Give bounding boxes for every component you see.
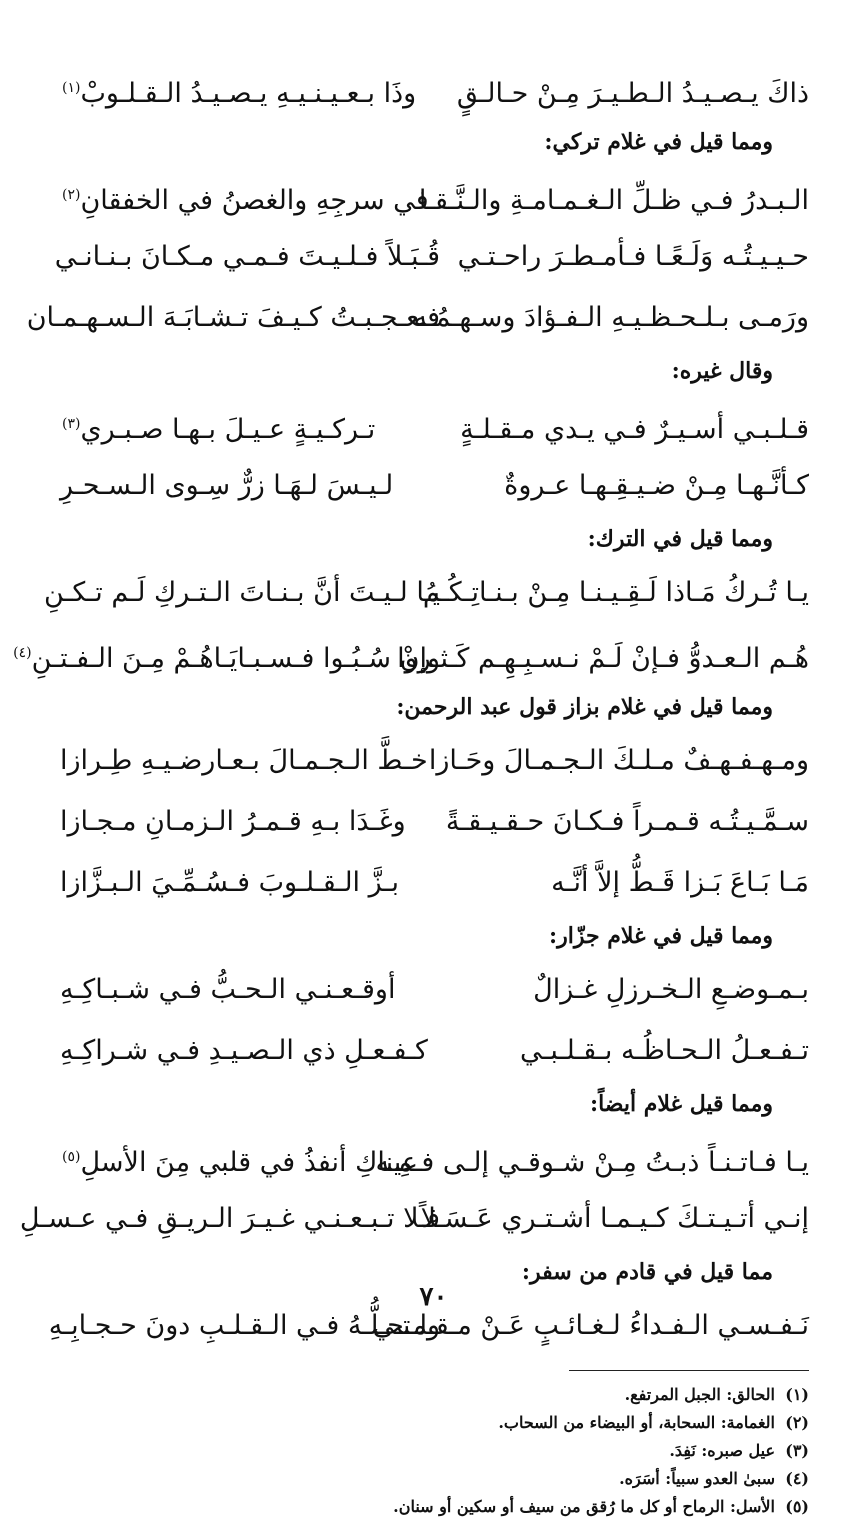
verse-first-hemistich: كـأنَّـهـا مِـنْ ضـيـقِـهـا عـروةٌ	[504, 470, 809, 501]
verse-second-hemistich: في سرجِهِ والغصنُ في الخفقانِ	[80, 185, 429, 216]
verse-second-hemistich-wrap	[60, 791, 440, 852]
verse-line	[54, 226, 809, 287]
verse-first-hemistich: ذاكَ يـصـيـدُ الـطـيـرَ مِـنْ حـالـقٍ	[456, 78, 809, 109]
verse-first-hemistich: بـمـوضـعِ الـخـرزلِ غـزالٌ	[533, 974, 809, 1005]
footnote-text: الغمامة: السحابة، أو البيضاء من السحاب.	[498, 1413, 775, 1432]
verse-second-hemistich: تـركـيـةٍ عـيـلَ بـهـا صـبـري	[80, 414, 376, 445]
footnote-text: الحالق: الجبل المرتفع.	[624, 1385, 775, 1404]
section-intro: ومما قيل في غلام بزاز قول عبد الرحمن:	[396, 694, 773, 720]
verse-second-hemistich-wrap	[60, 394, 440, 460]
section-intro: ومما قيل في غلام تركي:	[544, 129, 773, 155]
section-intro: وقال غيره:	[671, 358, 773, 384]
verse-first-hemistich: ومـهـفـهـفٌ مـلـكَ الـجـمـالَ وحَـازا	[428, 745, 809, 776]
footnote-text: سبىٰ العدو سبياً: أسَرَه.	[619, 1469, 775, 1488]
verse-second-hemistich-wrap	[60, 1127, 440, 1193]
verse-line	[60, 1020, 809, 1081]
verse-second-hemistich-wrap	[60, 58, 440, 124]
verse-line	[60, 959, 809, 1020]
verse-first-hemistich: حـيـيـتُـه وَلَـعًـا فـأمـطـرَ راحـتـي	[457, 241, 809, 272]
footnote	[60, 1437, 809, 1465]
verse-first-hemistich: قـلـبـي أسـيـرٌ فـي يـدي مـقـلـةٍ	[460, 414, 809, 445]
footnote-number: (١)	[785, 1385, 809, 1404]
verse-line	[43, 562, 809, 623]
footnotes	[60, 1381, 809, 1521]
footnote	[60, 1381, 809, 1409]
verse-second-hemistich: فـعـجـبـتُ كـيـفَ تـشـابَـهَ الـسـهـمـان	[26, 302, 440, 333]
footnote-marker: (٥)	[62, 1149, 81, 1165]
verse-second-hemistich: فـلا تـبـعـنـي غـيـرَ الـريـقِ فـي عـسـلِ	[19, 1203, 440, 1234]
verse-first-hemistich: ورَمـى بـلـحـظـيـهِ الـفـؤادَ وسـهـمُـه	[413, 302, 809, 333]
verse-first-hemistich: سـمَّـيـتُـه قـمـراً فـكـانَ حـقـيـقـةً	[445, 806, 809, 837]
verse-second-hemistich-wrap	[19, 1188, 440, 1249]
verse-second-hemistich: وإنْ سُـبُـوا فـسـبـايَـاهُـمْ مِـنَ الـفـتـنِ	[31, 643, 440, 674]
verse-second-hemistich-wrap	[60, 730, 440, 791]
verse-first-hemistich: تـفـعـلُ الـحـاظُـه بـقـلـبـي	[519, 1035, 809, 1066]
section-intro: ومما قيل في الترك:	[587, 526, 773, 552]
verse-second-hemistich-wrap	[54, 226, 440, 287]
verse-second-hemistich-wrap	[60, 959, 440, 1020]
verse-second-hemistich: كـفـعـلِ ذي الـصـيـدِ فـي شـراكِـهِ	[60, 1035, 428, 1066]
verse-second-hemistich: يـا لـيـتَ أنَّ بـنـاتَ الـتـركِ لَـم تـكـنِ	[43, 577, 440, 608]
footnote-number: (٥)	[785, 1497, 809, 1516]
verse-first-hemistich: يـا تُـركُ مَـاذا لَـقِـيـنـا مِـنْ بـنـاتِـكُـمُ	[422, 577, 809, 608]
verse-second-hemistich-wrap	[60, 455, 440, 516]
poem-body	[13, 58, 809, 1356]
footnote-marker: (٤)	[13, 645, 32, 661]
footnote	[60, 1465, 809, 1493]
verse-first-hemistich: إنـي أتـيـتـكَ كـيـمـا أشـتـري عَـسَـلاً	[420, 1203, 809, 1234]
footnote	[60, 1493, 809, 1521]
footnote-text: الأسل: الرماح أو كل ما رُقق من سيف أو سكين أو سنان.	[393, 1497, 775, 1516]
verse-line	[60, 1127, 809, 1188]
verse-first-hemistich: يـا فـاتـنـاً ذبـتُ مِـنْ شـوقـي إلـى فـمِـه	[375, 1147, 809, 1178]
verse-second-hemistich: بـزَّ الـقـلـوبَ فـسُـمِّـيَ الـبـزَّازا	[60, 867, 399, 898]
verse-first-hemistich: الـبـدرُ فـي ظـلِّ الـغـمـامـةِ والـنَّـقـا	[418, 185, 809, 216]
verse-line	[60, 852, 809, 913]
footnote	[60, 1409, 809, 1437]
footnote-marker: (٣)	[62, 416, 81, 432]
verse-line	[60, 791, 809, 852]
footnote-number: (٤)	[785, 1469, 809, 1488]
verse-line	[19, 1188, 809, 1249]
verse-second-hemistich-wrap	[13, 623, 440, 689]
verse-second-hemistich: ومـحـلُّـهُ فـي الـقـلـبِ دونَ حـجـابِـهِ	[48, 1310, 440, 1341]
footnote-text: عيل صبره: نَفِدَ.	[669, 1441, 775, 1460]
verse-second-hemistich-wrap	[60, 852, 440, 913]
verse-line	[60, 394, 809, 455]
section-intro: مما قيل في قادم من سفر:	[521, 1259, 773, 1285]
verse-second-hemistich: قُـبَـلاً فـلـيـتَ فـمـي مـكـانَ بـنـانـي	[54, 241, 440, 272]
verse-second-hemistich: لـيـسَ لـهَـا زرٌّ سِـوى الـسـحـرِ	[60, 470, 394, 501]
section-intro: ومما قيل في غلام جزّار:	[549, 923, 773, 949]
verse-first-hemistich: نَـفـسـي الـفـداءُ لـغـائـبٍ عَـنْ مـقـلـتـي	[372, 1310, 809, 1341]
page-number: ٧٠	[419, 1282, 448, 1312]
verse-line	[13, 623, 809, 684]
footnote-number: (٢)	[785, 1413, 809, 1432]
footnote-number: (٣)	[785, 1441, 809, 1460]
verse-second-hemistich-wrap	[60, 1020, 440, 1081]
verse-line	[26, 287, 809, 348]
verse-first-hemistich: مَـا بَـاعَ بَـزا قَـطُّ إلاَّ أنَّـه	[551, 867, 809, 898]
verse-second-hemistich: خـطَّ الـجـمـالَ بـعـارضـيـهِ طِـرازا	[60, 745, 428, 776]
verse-line	[60, 165, 809, 226]
verse-second-hemistich-wrap	[60, 165, 440, 231]
verse-first-hemistich: هُـم الـعـدوُّ فـإنْ لَـمْ نـسـبِـهِـم كَـثـروا	[397, 643, 809, 674]
verse-second-hemistich-wrap	[43, 562, 440, 623]
verse-line	[60, 730, 809, 791]
verse-second-hemistich: وذَا بـعـيـنـيـهِ يـصـيـدُ الـقـلـوبْ	[80, 78, 417, 109]
verse-line	[60, 58, 809, 119]
verse-second-hemistich-wrap	[26, 287, 440, 348]
verse-second-hemistich: وغَـدَا بـهِ قـمـرُ الـزمـانِ مـجـازا	[60, 806, 406, 837]
verse-second-hemistich: عيناكِ أنفذُ في قلبي مِنَ الأسلِ	[80, 1147, 419, 1178]
footnote-separator	[569, 1370, 809, 1371]
section-intro: ومما قيل غلام أيضاً:	[589, 1091, 773, 1117]
footnote-marker: (٢)	[62, 187, 81, 203]
verse-second-hemistich: أوقـعـنـي الـحـبُّ فـي شـبـاكِـهِ	[60, 974, 396, 1005]
footnote-marker: (١)	[62, 80, 81, 96]
verse-line	[60, 455, 809, 516]
